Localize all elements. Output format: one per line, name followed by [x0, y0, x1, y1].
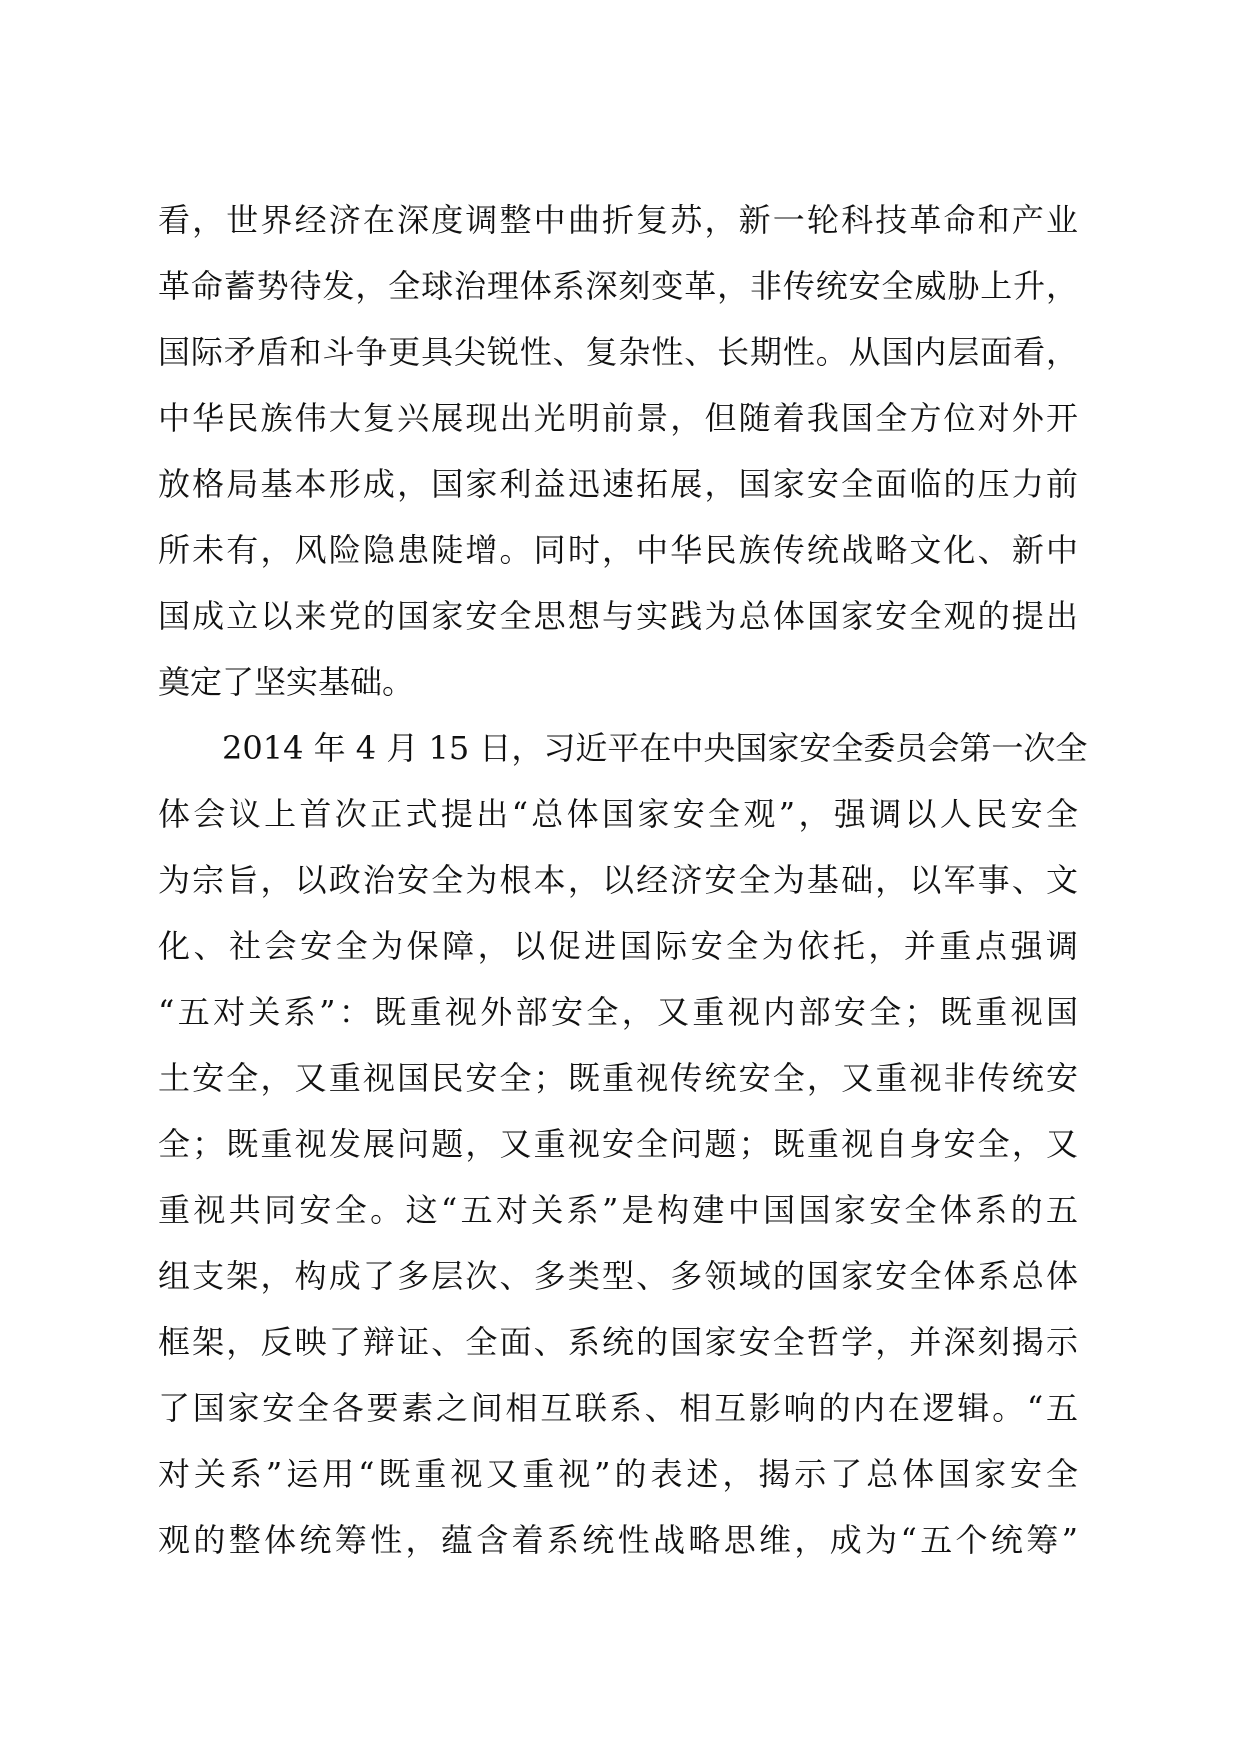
text-line: 框架，反映了辩证、全面、系统的国家安全哲学，并深刻揭示	[158, 1323, 1078, 1361]
text-line: 土安全，又重视国民安全；既重视传统安全，又重视非传统安	[158, 1059, 1078, 1097]
text-line: 国成立以来党的国家安全思想与实践为总体国家安全观的提出	[158, 597, 1078, 635]
text-line: 中华民族伟大复兴展现出光明前景，但随着我国全方位对外开	[158, 399, 1078, 437]
text-line: 体会议上首次正式提出“总体国家安全观”，强调以人民安全	[158, 795, 1078, 833]
text-line: 对关系”运用“既重视又重视”的表述，揭示了总体国家安全	[158, 1455, 1078, 1493]
text-line: 看，世界经济在深度调整中曲折复苏，新一轮科技革命和产业	[158, 201, 1078, 239]
paragraph-1	[158, 187, 1078, 715]
text-line: 奠定了坚实基础。	[158, 663, 415, 701]
paragraph-2	[158, 715, 1088, 1573]
text-line: 重视共同安全。这“五对关系”是构建中国国家安全体系的五	[158, 1191, 1078, 1229]
text-line: “五对关系”：既重视外部安全，又重视内部安全；既重视国	[158, 993, 1078, 1031]
text-line: 为宗旨，以政治安全为根本，以经济安全为基础，以军事、文	[158, 861, 1078, 899]
text-line: 国际矛盾和斗争更具尖锐性、复杂性、长期性。从国内层面看，	[158, 333, 1078, 371]
text-line: 观的整体统筹性，蕴含着系统性战略思维，成为“五个统筹”	[158, 1521, 1078, 1559]
text-line: 放格局基本形成，国家利益迅速拓展，国家安全面临的压力前	[158, 465, 1078, 503]
text-line: 了国家安全各要素之间相互联系、相互影响的内在逻辑。“五	[158, 1389, 1078, 1427]
text-line: 全；既重视发展问题，又重视安全问题；既重视自身安全，又	[158, 1125, 1078, 1163]
body-text	[158, 187, 1088, 1573]
text-line: 革命蓄势待发，全球治理体系深刻变革，非传统安全威胁上升，	[158, 267, 1078, 305]
text-line: 化、社会安全为保障，以促进国际安全为依托，并重点强调	[158, 927, 1078, 965]
text-line: 2014 年 4 月 15 日，习近平在中央国家安全委员会第一次全	[222, 729, 1088, 767]
text-line: 组支架，构成了多层次、多类型、多领域的国家安全体系总体	[158, 1257, 1078, 1295]
text-line: 所未有，风险隐患陡增。同时，中华民族传统战略文化、新中	[158, 531, 1078, 569]
